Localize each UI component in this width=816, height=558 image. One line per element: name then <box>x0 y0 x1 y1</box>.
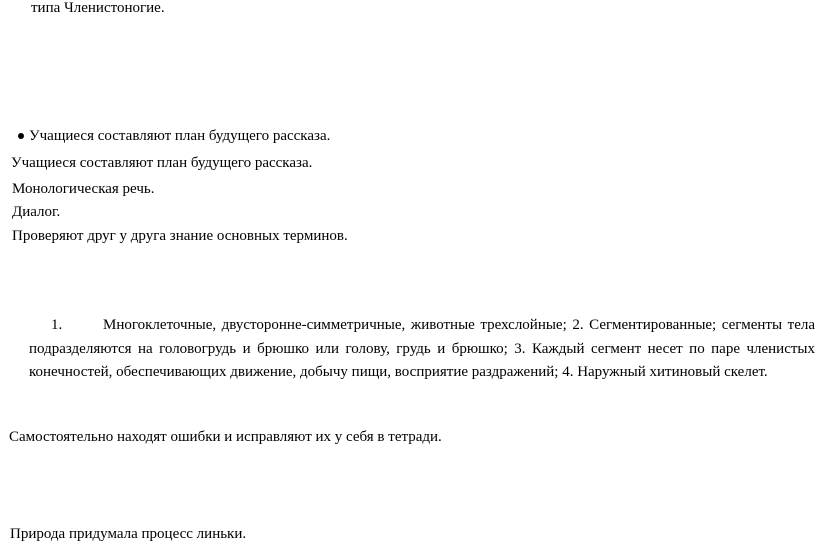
text-line-monolog <box>12 180 154 198</box>
bullet-list-item <box>18 127 330 145</box>
answer-paragraph <box>29 314 815 385</box>
text-line-monolog-label: Монологическая речь. <box>12 181 155 197</box>
text-line-plan-label: Учащиеся составляют план будущего рассказа. <box>11 155 313 171</box>
text-line-errors <box>9 428 442 446</box>
text-line-top-label: типа Членистоногие. <box>31 0 165 16</box>
text-line-molting-label: Природа придумала процесс линьки. <box>10 526 247 542</box>
text-line-plan <box>11 154 312 172</box>
bullet-icon <box>18 133 24 139</box>
text-line-errors-label: Самостоятельно находят ошибки и исправляют их у себя в тетради. <box>9 429 442 445</box>
bullet-item-label: Учащиеся составляют план будущего рассказа. <box>29 128 331 144</box>
list-number: 1. <box>51 317 63 333</box>
text-line-dialog <box>12 203 60 221</box>
text-line-molting <box>10 525 246 543</box>
text-line-top <box>31 0 165 17</box>
text-line-check-label: Проверяют друг у друга знание основных терминов. <box>12 228 348 244</box>
text-line-check <box>12 227 348 245</box>
text-line-dialog-label: Диалог. <box>12 204 61 220</box>
answer-paragraph-text: Многоклеточные, двусторонне-симметричные, животные трехслойные; 2. Сегментированные; сегменты тела подразделяются на головогрудь и брюшко или голову, грудь и брюшко; 3. Каждый сегмент несет по паре членистых конечностей, обеспечивающих движение, добычу пищи, восприятие раздражений; 4. Наружный хитиновый скелет. <box>29 317 815 380</box>
